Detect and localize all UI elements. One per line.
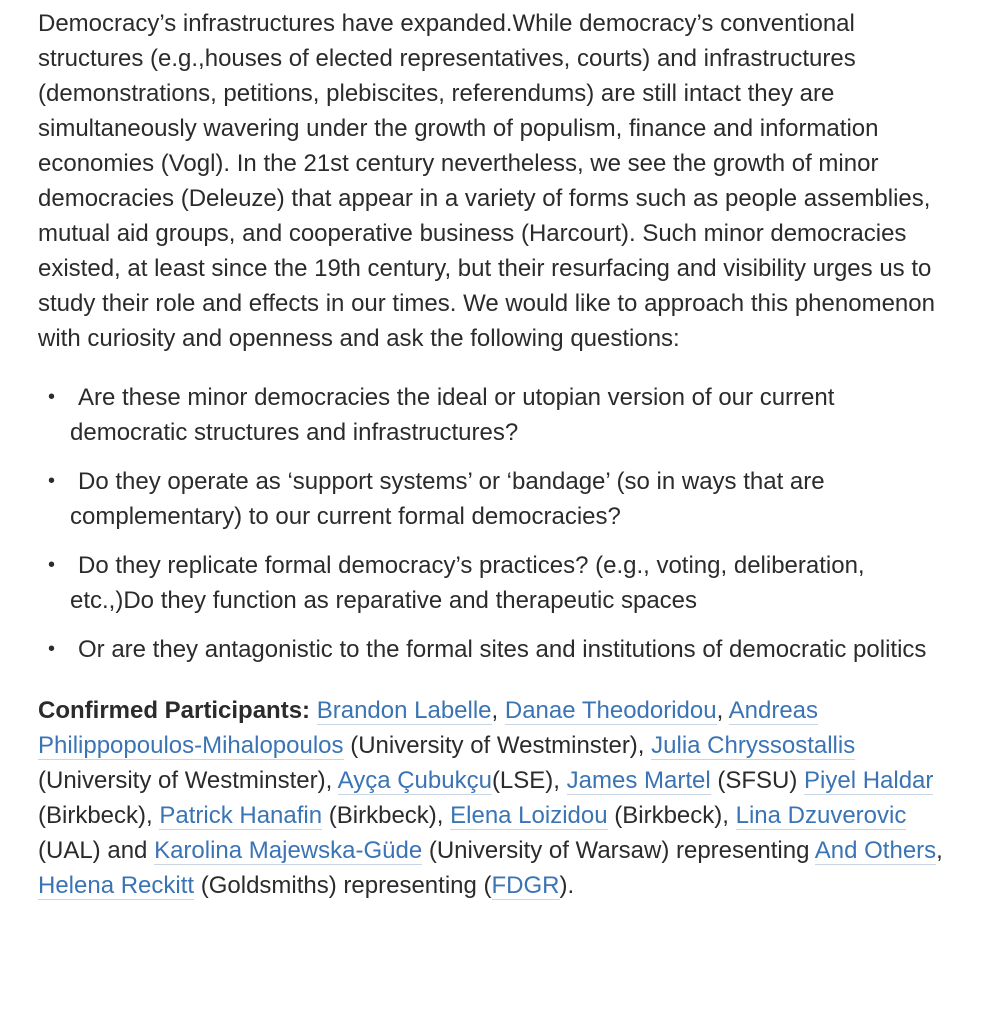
participant-link-ayca-cubukcu[interactable]: Ayça Çubukçu xyxy=(337,767,492,794)
closing-text: ). xyxy=(559,872,575,899)
participant-link-lina-dzuverovic[interactable]: Lina Dzuverovic xyxy=(735,802,907,829)
question-text: Are these minor democracies the ideal or utopian version of our current democratic structures and infrastructures? xyxy=(70,384,835,446)
intro-paragraph: Democracy’s infrastructures have expanded.While democracy’s conventional structures (e.g.,houses of elected representatives, courts) and infrastructures (demonstrations, petitions, plebiscites, referendums) are still intact they are simultaneously wavering under the growth of populism, finance and information economies (Vogl). In the 21st century nevertheless, we see the growth of minor democracies (Deleuze) that appear in a variety of forms such as people assemblies, mutual aid groups, and cooperative business (Harcourt). Such minor democracies existed, at least since the 19th century, but their resurfacing and visibility urges us to study their role and effects in our times. We would like to approach this phenomenon with curiosity and openness and ask the following questions: xyxy=(38,10,935,352)
question-text: Or are they antagonistic to the formal sites and institutions of democratic politics xyxy=(78,636,927,663)
affiliation-text: (University of Westminster), xyxy=(343,732,652,759)
affiliation-text: (UAL) and xyxy=(38,837,155,864)
affiliation-text: (Birkbeck), xyxy=(607,802,736,829)
bullet-icon: • xyxy=(48,470,56,492)
participant-link-julia-chryssostallis[interactable]: Julia Chryssostallis xyxy=(651,732,856,759)
bullet-icon: • xyxy=(48,554,56,576)
link-and-others[interactable]: And Others xyxy=(814,837,937,864)
questions-list xyxy=(38,380,975,667)
separator-text: , xyxy=(491,697,505,724)
participant-link-danae-theodoridou[interactable]: Danae Theodoridou xyxy=(504,697,717,724)
list-item xyxy=(38,632,950,667)
affiliation-text: (SFSU) xyxy=(710,767,804,794)
affiliation-text: (LSE), xyxy=(491,767,567,794)
affiliation-text: (Goldsmiths) representing ( xyxy=(194,872,492,899)
question-text: Do they operate as ‘support systems’ or ‘bandage’ (so in ways that are complementary) to our current formal democracies? xyxy=(70,468,825,530)
separator-text: , xyxy=(936,837,943,864)
bullet-icon: • xyxy=(48,386,56,408)
participant-link-patrick-hanafin[interactable]: Patrick Hanafin xyxy=(159,802,323,829)
participant-link-brandon-labelle[interactable]: Brandon Labelle xyxy=(316,697,492,724)
link-fdgr[interactable]: FDGR xyxy=(491,872,560,899)
affiliation-text: (Birkbeck), xyxy=(322,802,451,829)
affiliation-text: (University of Warsaw) representing xyxy=(422,837,815,864)
participant-link-james-martel[interactable]: James Martel xyxy=(566,767,711,794)
participant-link-elena-loizidou[interactable]: Elena Loizidou xyxy=(450,802,608,829)
list-item xyxy=(38,380,950,450)
bullet-icon: • xyxy=(48,638,56,660)
participants-paragraph xyxy=(38,693,943,903)
participant-link-piyel-haldar[interactable]: Piyel Haldar xyxy=(804,767,934,794)
participant-link-andreas-philippopoulos-mihalopoulos[interactable]: Andreas Philippopoulos-Mihalopoulos xyxy=(38,697,819,759)
participants-label: Confirmed Participants: xyxy=(38,697,311,724)
list-item xyxy=(38,464,950,534)
participant-link-helena-reckitt[interactable]: Helena Reckitt xyxy=(38,872,195,899)
list-item xyxy=(38,548,950,618)
separator-text: , xyxy=(716,697,729,724)
affiliation-text: (Birkbeck), xyxy=(38,802,160,829)
participant-link-karolina-majewska-gude[interactable]: Karolina Majewska-Güde xyxy=(154,837,423,864)
question-text: Do they replicate formal democracy’s practices? (e.g., voting, deliberation, etc.,)Do they function as reparative and therapeutic spaces xyxy=(70,552,865,614)
affiliation-text: (University of Westminster), xyxy=(38,767,338,794)
